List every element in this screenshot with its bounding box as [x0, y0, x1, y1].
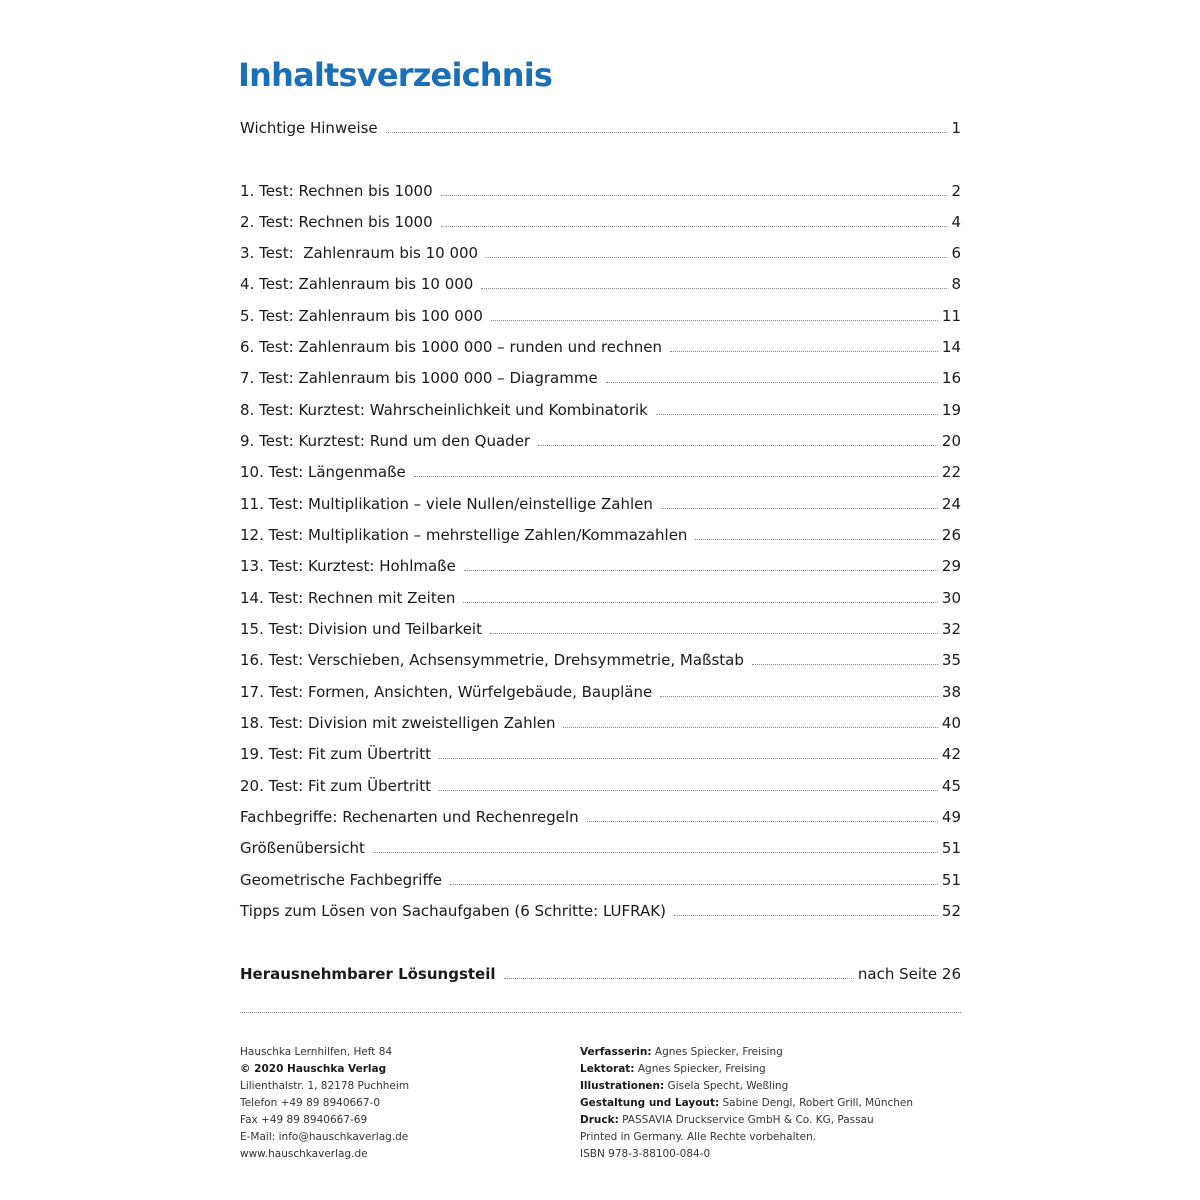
toc-entry-page: 4 — [951, 213, 961, 231]
toc-entry-label: 20. Test: Fit zum Übertritt — [240, 777, 431, 795]
toc-entry-label: Tipps zum Lösen von Sachaufgaben (6 Schritte: LUFRAK) — [240, 902, 666, 920]
toc-entry-label: 3. Test: Zahlenraum bis 10 000 — [240, 244, 479, 262]
toc-entry-page: 1 — [951, 119, 961, 137]
toc-entry — [240, 394, 961, 420]
toc-entry-page: 20 — [941, 432, 961, 450]
toc-entry — [240, 613, 961, 639]
toc-entry-page: 42 — [941, 745, 961, 763]
toc-entry-page: 22 — [941, 463, 961, 481]
toc-entry-label: 12. Test: Multiplikation – mehrstellige Zahlen/Kommazahlen — [240, 526, 688, 544]
dot-leader — [490, 632, 938, 634]
toc-entry-page: 14 — [941, 338, 961, 356]
toc-entry-label: 2. Test: Rechnen bis 1000 — [240, 213, 433, 231]
page-title: Inhaltsverzeichnis — [238, 56, 553, 94]
toc-entry — [240, 550, 961, 576]
imprint-key: Verfasserin: — [580, 1046, 652, 1058]
imprint-credits — [580, 1044, 980, 1163]
toc-entry-label: 10. Test: Längenmaße — [240, 463, 406, 481]
toc-entry — [240, 676, 961, 702]
toc-entry-page: 26 — [941, 526, 961, 544]
toc-entry — [240, 832, 961, 858]
toc-entry-label: Fachbegriffe: Rechenarten und Rechenregeln — [240, 808, 579, 826]
toc-entry-label: 11. Test: Multiplikation – viele Nullen/einstellige Zahlen — [240, 495, 653, 513]
toc-entry — [240, 738, 961, 764]
imprint-key: Druck: — [580, 1114, 619, 1126]
toc-entry — [240, 582, 961, 608]
imprint-value: PASSAVIA Druckservice GmbH & Co. KG, Passau — [618, 1114, 874, 1126]
toc-page — [240, 0, 961, 1200]
toc-entry — [240, 770, 961, 796]
imprint-line — [580, 1095, 980, 1112]
toc-entry-page: 30 — [941, 589, 961, 607]
imprint-key: Gestaltung und Layout: — [580, 1097, 720, 1109]
imprint-key: Illustrationen: — [580, 1080, 665, 1092]
imprint-line: Hauschka Lernhilfen, Heft 84 — [240, 1046, 393, 1058]
imprint-line: Fax +49 89 8940667-69 — [240, 1114, 368, 1126]
toc-entry-page: 40 — [941, 714, 961, 732]
dot-leader — [674, 914, 938, 916]
toc-entry-label: 16. Test: Verschieben, Achsensymmetrie, Drehsymmetrie, Maßstab — [240, 651, 744, 669]
toc-entry-page: 52 — [941, 902, 961, 920]
toc-entry-page: 51 — [941, 871, 961, 889]
dot-leader — [563, 726, 937, 728]
imprint-line — [580, 1061, 980, 1078]
dot-leader — [504, 977, 854, 979]
dot-leader — [441, 194, 948, 196]
imprint-value: Printed in Germany. Alle Rechte vorbehalten. — [580, 1131, 817, 1143]
dot-leader — [491, 319, 938, 321]
dot-leader — [439, 757, 938, 759]
toc-entry — [240, 331, 961, 357]
toc-entry — [240, 268, 961, 294]
dot-leader — [373, 851, 938, 853]
toc-entry — [240, 456, 961, 482]
dot-leader — [481, 287, 947, 289]
toc-entry-label: 6. Test: Zahlenraum bis 1000 000 – runden und rechnen — [240, 338, 663, 356]
imprint-line — [240, 1061, 560, 1078]
imprint-value: Agnes Spiecker, Freising — [651, 1046, 783, 1058]
toc-entry — [240, 175, 961, 201]
imprint-line: E-Mail: info@hauschkaverlag.de — [240, 1131, 409, 1143]
toc-entry — [240, 488, 961, 514]
toc-entry — [240, 206, 961, 232]
toc-entry-page: 32 — [941, 620, 961, 638]
imprint-line: www.hauschkaverlag.de — [240, 1148, 368, 1160]
imprint-line — [580, 1078, 980, 1095]
imprint-key: Lektorat: — [580, 1063, 635, 1075]
dot-leader — [450, 883, 938, 885]
imprint-value: Sabine Dengl, Robert Grill, München — [719, 1097, 914, 1109]
dot-leader — [656, 413, 938, 415]
toc-entry-label: Größenübersicht — [240, 839, 365, 857]
toc-entry-solutions — [240, 958, 961, 984]
dot-leader — [386, 131, 948, 133]
toc-entry-page: 38 — [941, 683, 961, 701]
dot-leader — [464, 569, 938, 571]
imprint-line — [580, 1129, 980, 1146]
imprint-value: ISBN 978-3-88100-084-0 — [580, 1148, 711, 1160]
dot-leader — [587, 820, 938, 822]
dot-leader — [538, 444, 938, 446]
toc-entry-label: 13. Test: Kurztest: Hohlmaße — [240, 557, 456, 575]
solutions-label: Herausnehmbarer Lösungsteil — [240, 965, 496, 983]
toc-entry-page: 2 — [951, 182, 961, 200]
toc-entry — [240, 644, 961, 670]
toc-entry-page: 16 — [941, 369, 961, 387]
toc-entry — [240, 300, 961, 326]
toc-entry-page: 6 — [951, 244, 961, 262]
toc-entry-label: Geometrische Fachbegriffe — [240, 871, 443, 889]
toc-entry — [240, 895, 961, 921]
imprint-value: Gisela Specht, Weßling — [664, 1080, 789, 1092]
toc-entry-page: 35 — [941, 651, 961, 669]
dot-leader — [606, 381, 938, 383]
toc-entry-label: 5. Test: Zahlenraum bis 100 000 — [240, 307, 483, 325]
toc-entry-label: 14. Test: Rechnen mit Zeiten — [240, 589, 456, 607]
dot-leader — [670, 350, 938, 352]
dot-leader — [486, 256, 947, 258]
toc-entry-page: 29 — [941, 557, 961, 575]
imprint-line — [580, 1112, 980, 1129]
toc-entry-label: 1. Test: Rechnen bis 1000 — [240, 182, 433, 200]
dot-leader — [441, 225, 948, 227]
toc-entry-label: 15. Test: Division und Teilbarkeit — [240, 620, 482, 638]
copyright-text: © 2020 Hauschka Verlag — [240, 1063, 387, 1075]
toc-entry-page: 51 — [941, 839, 961, 857]
toc-entry-page: 24 — [941, 495, 961, 513]
toc-entry-page: 19 — [941, 401, 961, 419]
toc-entry-page: 11 — [941, 307, 961, 325]
toc-entry-page: 45 — [941, 777, 961, 795]
toc-entry-page: 8 — [951, 275, 961, 293]
toc-entry-label: Wichtige Hinweise — [240, 119, 378, 137]
dot-leader — [661, 507, 938, 509]
toc-entry-label: 17. Test: Formen, Ansichten, Würfelgebäude, Baupläne — [240, 683, 653, 701]
dot-leader — [752, 663, 938, 665]
toc-entry — [240, 362, 961, 388]
toc-entry — [240, 801, 961, 827]
toc-entry-label: 9. Test: Kurztest: Rund um den Quader — [240, 432, 531, 450]
imprint-line — [580, 1146, 980, 1163]
toc-entry — [240, 237, 961, 263]
imprint-line: Lilienthalstr. 1, 82178 Puchheim — [240, 1080, 410, 1092]
toc-entry — [240, 425, 961, 451]
toc-entry — [240, 864, 961, 890]
toc-entry-label: 7. Test: Zahlenraum bis 1000 000 – Diagramme — [240, 369, 598, 387]
toc-entry — [240, 707, 961, 733]
dot-leader — [695, 538, 937, 540]
toc-entry-label: 18. Test: Division mit zweistelligen Zahlen — [240, 714, 556, 732]
dot-leader — [463, 601, 937, 603]
imprint-publisher — [240, 1044, 560, 1163]
dot-leader — [660, 695, 938, 697]
toc-entry — [240, 519, 961, 545]
toc-entry-label: 19. Test: Fit zum Übertritt — [240, 745, 431, 763]
toc-entry — [240, 112, 961, 138]
footer-divider — [240, 1012, 961, 1013]
imprint-value: Agnes Spiecker, Freising — [634, 1063, 766, 1075]
toc-entry-label: 4. Test: Zahlenraum bis 10 000 — [240, 275, 474, 293]
dot-leader — [414, 475, 938, 477]
solutions-page: nach Seite 26 — [857, 965, 961, 983]
toc-entry-label: 8. Test: Kurztest: Wahrscheinlichkeit und Kombinatorik — [240, 401, 648, 419]
imprint-line — [580, 1044, 980, 1061]
dot-leader — [439, 789, 938, 791]
imprint-line: Telefon +49 89 8940667-0 — [240, 1097, 381, 1109]
toc-entry-page: 49 — [941, 808, 961, 826]
